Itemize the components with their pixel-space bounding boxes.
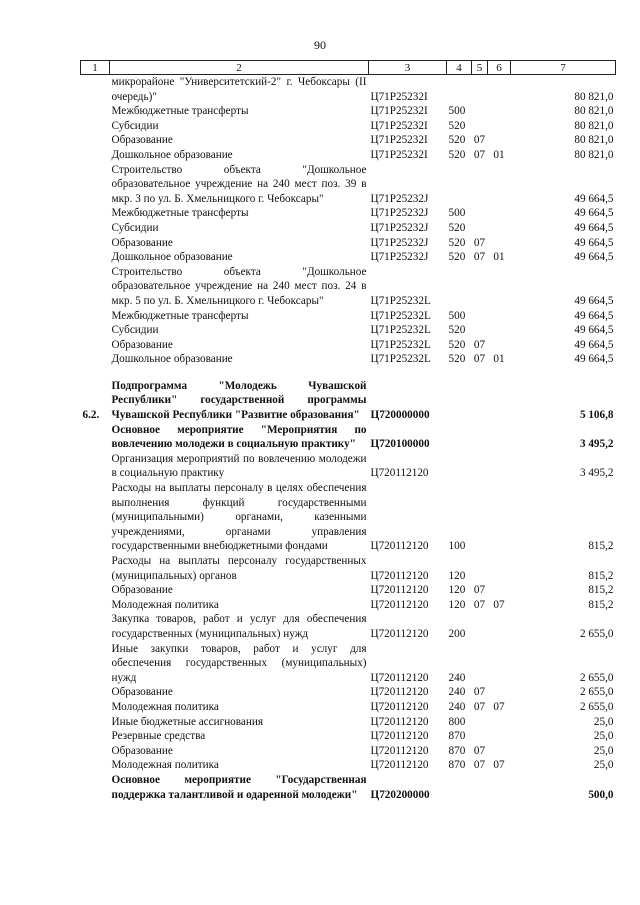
column-header-2: 2 (110, 61, 369, 75)
row-sum: 80 821,0 (574, 134, 614, 147)
row-number (81, 423, 110, 452)
row-section (472, 773, 488, 802)
row-sum: 80 821,0 (574, 119, 614, 132)
row-name: Закупка товаров, работ и услуг для обеспечения государственных (муниципальных) нужд (111, 613, 367, 640)
row-expense-type: 120 (448, 569, 466, 582)
table-row (81, 612, 616, 641)
row-subsection (488, 642, 511, 686)
row-name: Основное мероприятие "Мероприятия по вовлечению молодежи в социальную практику" (111, 423, 367, 451)
row-sum: 49 664,5 (574, 353, 614, 366)
row-sum: 3 495,2 (579, 438, 614, 451)
row-expense-type: 520 (448, 134, 466, 147)
row-sum: 5 106,8 (579, 409, 614, 422)
table-row (81, 685, 616, 700)
row-name: Образование (111, 744, 173, 757)
row-name: Образование (111, 338, 173, 351)
row-code: Ц71Р25232I (370, 148, 428, 161)
row-name: Иные бюджетные ассигнования (111, 715, 263, 728)
row-subsection (488, 715, 511, 730)
row-code: Ц71Р25232J (370, 207, 429, 220)
row-name: Подпрограмма "Молодежь Чувашской Республики" государственной программы Чувашской Республики "Развитие образования" (111, 379, 367, 422)
row-number (81, 598, 110, 613)
row-number (81, 265, 110, 309)
row-name: Субсидии (111, 221, 159, 234)
row-section: 07 (473, 148, 486, 161)
row-sum: 2 655,0 (579, 671, 614, 684)
row-name: Дошкольное образование (111, 353, 233, 366)
row-number (81, 323, 110, 338)
row-sum: 80 821,0 (574, 148, 614, 161)
row-expense-type: 500 (448, 207, 466, 220)
row-number (81, 148, 110, 163)
row-name: Образование (111, 584, 173, 597)
row-subsection (488, 323, 511, 338)
row-code: Ц720112120 (370, 686, 429, 699)
row-code: Ц720112120 (370, 700, 429, 713)
row-sum: 49 664,5 (574, 192, 614, 205)
column-header-5: 5 (472, 61, 488, 75)
table-row (81, 744, 616, 759)
row-subsection (488, 163, 511, 207)
row-code: Ц71Р25232J (370, 221, 429, 234)
row-expense-type (447, 452, 472, 481)
row-sum: 49 664,5 (574, 221, 614, 234)
row-code: Ц720112120 (370, 715, 429, 728)
row-sum: 2 655,0 (579, 700, 614, 713)
row-expense-type: 520 (448, 338, 466, 351)
row-section: 07 (473, 744, 486, 757)
row-section (472, 323, 488, 338)
column-header-4: 4 (447, 61, 472, 75)
row-expense-type: 100 (448, 540, 466, 553)
row-sum: 49 664,5 (574, 309, 614, 322)
row-section (472, 729, 488, 744)
row-expense-type (447, 75, 472, 105)
row-code: Ц720200000 (370, 788, 430, 801)
row-sum: 815,2 (588, 569, 614, 582)
row-number (81, 163, 110, 207)
row-name: Основное мероприятие "Государственная поддержка талантливой и одаренной молодежи" (111, 773, 367, 801)
row-expense-type: 200 (448, 627, 466, 640)
row-subsection (488, 206, 511, 221)
row-code: Ц71Р25232I (370, 90, 428, 103)
row-number (81, 773, 110, 802)
row-subsection (488, 554, 511, 583)
row-subsection (488, 685, 511, 700)
row-name: Образование (111, 134, 173, 147)
row-number (81, 236, 110, 251)
table-row (81, 773, 616, 802)
row-code: Ц720112120 (370, 467, 429, 480)
row-number (81, 309, 110, 324)
row-name: Межбюджетные трансферты (111, 105, 249, 118)
row-expense-type: 120 (448, 598, 466, 611)
row-section (472, 715, 488, 730)
row-number (81, 481, 110, 554)
row-name: Образование (111, 686, 173, 699)
row-code: Ц71Р25232J (370, 192, 429, 205)
row-number (81, 206, 110, 221)
row-code: Ц720112120 (370, 744, 429, 757)
row-code: Ц720112120 (370, 627, 429, 640)
row-expense-type: 500 (448, 105, 466, 118)
table-row (81, 119, 616, 134)
row-number: 6.2. (82, 409, 100, 422)
row-section (472, 75, 488, 105)
row-section (472, 452, 488, 481)
row-code: Ц720112120 (370, 540, 429, 553)
row-sum: 2 655,0 (579, 686, 614, 699)
table-row (81, 379, 616, 423)
table-row (81, 452, 616, 481)
column-header-1: 1 (81, 61, 110, 75)
row-code: Ц71Р25232J (370, 251, 429, 264)
row-subsection: 07 (493, 700, 505, 713)
row-code: Ц71Р25232I (370, 105, 428, 118)
row-name: Расходы на выплаты персоналу государственных (муниципальных) органов (111, 555, 367, 582)
table-row (81, 598, 616, 613)
row-number (81, 744, 110, 759)
row-section (472, 612, 488, 641)
row-sum: 815,2 (588, 598, 614, 611)
row-expense-type: 500 (448, 309, 466, 322)
table-row (81, 338, 616, 353)
row-sum: 80 821,0 (574, 105, 614, 118)
row-subsection: 07 (493, 598, 505, 611)
row-number (81, 642, 110, 686)
row-sum: 25,0 (593, 759, 614, 772)
table-row (81, 236, 616, 251)
table-row (81, 352, 616, 367)
row-section (472, 265, 488, 309)
row-name: Молодежная политика (111, 759, 219, 772)
row-name: Строительство объекта "Дошкольное образовательное учреждение на 240 мест поз. 24 в мкр. 5 по ул. Б. Хмельницкого г. Чебоксары" (111, 265, 367, 307)
row-section: 07 (473, 598, 486, 611)
row-code: Ц71Р25232L (370, 294, 431, 307)
row-name: Иные закупки товаров, работ и услуг для обеспечения государственных (муниципальных) нужд (111, 642, 367, 684)
row-subsection (488, 452, 511, 481)
table-row (81, 583, 616, 598)
table-row (81, 133, 616, 148)
row-subsection (488, 104, 511, 119)
spacer-row (81, 367, 616, 379)
row-section (472, 481, 488, 554)
row-code: Ц720112120 (370, 730, 429, 743)
row-code: Ц720112120 (370, 569, 429, 582)
row-name: микрорайоне "Университетский-2" г. Чебоксары (II очередь)" (111, 76, 367, 103)
row-subsection (488, 612, 511, 641)
row-subsection (488, 236, 511, 251)
row-section (472, 119, 488, 134)
row-subsection (488, 481, 511, 554)
row-section (472, 423, 488, 452)
row-expense-type: 520 (448, 119, 466, 132)
row-name: Субсидии (111, 119, 159, 132)
row-subsection (488, 773, 511, 802)
row-section: 07 (473, 236, 486, 249)
row-number (81, 133, 110, 148)
row-section (472, 379, 488, 423)
row-subsection (488, 583, 511, 598)
table-row (81, 700, 616, 715)
row-subsection: 07 (493, 759, 505, 772)
row-name: Организация мероприятий по вовлечению молодежи в социальную практику (111, 452, 367, 480)
row-sum: 815,2 (588, 540, 614, 553)
row-sum: 25,0 (593, 715, 614, 728)
row-number (81, 75, 110, 105)
table-row (81, 323, 616, 338)
row-code: Ц720112120 (370, 759, 429, 772)
row-number (81, 352, 110, 367)
row-number (81, 554, 110, 583)
row-code: Ц71Р25232L (370, 309, 431, 322)
row-subsection: 01 (493, 353, 505, 366)
table-row (81, 715, 616, 730)
column-header-7: 7 (511, 61, 616, 75)
row-code: Ц720112120 (370, 584, 429, 597)
row-subsection (488, 265, 511, 309)
budget-table (80, 60, 616, 802)
row-subsection (488, 309, 511, 324)
row-number (81, 104, 110, 119)
row-section (472, 309, 488, 324)
page-number: 90 (314, 38, 326, 52)
table-header-row (81, 61, 616, 75)
table-row (81, 221, 616, 236)
row-name: Субсидии (111, 324, 159, 337)
table-row (81, 758, 616, 773)
row-section (472, 104, 488, 119)
table-row (81, 104, 616, 119)
row-expense-type: 520 (448, 251, 466, 264)
row-name: Межбюджетные трансферты (111, 207, 249, 220)
row-number (81, 221, 110, 236)
table-row (81, 206, 616, 221)
table-row (81, 481, 616, 554)
table-row (81, 75, 616, 105)
row-section (472, 554, 488, 583)
row-sum: 25,0 (593, 730, 614, 743)
table-body (81, 75, 616, 803)
row-section: 07 (473, 134, 486, 147)
row-expense-type: 870 (448, 744, 466, 757)
table-row (81, 250, 616, 265)
row-code: Ц71Р25232I (370, 119, 428, 132)
row-expense-type (447, 265, 472, 309)
row-expense-type (447, 379, 472, 423)
row-number (81, 700, 110, 715)
row-number (81, 685, 110, 700)
row-name: Расходы на выплаты персоналу в целях обеспечения выполнения функций государственными (муниципальными) органами, казенными учреждениями, органами управления государственными внебюджетными фондами (111, 482, 367, 553)
table-row (81, 148, 616, 163)
row-name: Дошкольное образование (111, 251, 233, 264)
row-expense-type: 240 (448, 700, 466, 713)
table-row (81, 729, 616, 744)
row-section: 07 (473, 686, 486, 699)
row-section (472, 642, 488, 686)
table-row (81, 554, 616, 583)
row-sum: 25,0 (593, 744, 614, 757)
row-number (81, 338, 110, 353)
table-row (81, 265, 616, 309)
row-expense-type: 520 (448, 236, 466, 249)
row-expense-type: 870 (448, 730, 466, 743)
row-number (81, 583, 110, 598)
row-section: 07 (473, 338, 486, 351)
row-section (472, 206, 488, 221)
spacer-cell (81, 367, 616, 379)
row-expense-type: 800 (448, 715, 466, 728)
row-code: Ц720000000 (370, 409, 430, 422)
row-sum: 49 664,5 (574, 294, 614, 307)
row-expense-type (447, 773, 472, 802)
row-number (81, 729, 110, 744)
row-expense-type (447, 163, 472, 207)
row-sum: 3 495,2 (579, 467, 614, 480)
row-section: 07 (473, 251, 486, 264)
row-sum: 2 655,0 (579, 627, 614, 640)
row-subsection (488, 221, 511, 236)
row-sum: 80 821,0 (574, 90, 614, 103)
row-expense-type: 240 (448, 686, 466, 699)
row-subsection (488, 379, 511, 423)
row-expense-type: 520 (448, 353, 466, 366)
row-subsection (488, 338, 511, 353)
row-number (81, 612, 110, 641)
row-sum: 49 664,5 (574, 324, 614, 337)
row-subsection (488, 744, 511, 759)
row-section (472, 221, 488, 236)
row-sum: 815,2 (588, 584, 614, 597)
row-sum: 49 664,5 (574, 236, 614, 249)
row-expense-type: 120 (448, 584, 466, 597)
row-code: Ц71Р25232L (370, 353, 431, 366)
row-code: Ц720112120 (370, 598, 429, 611)
row-code: Ц71Р25232L (370, 324, 431, 337)
row-expense-type: 870 (448, 759, 466, 772)
column-header-3: 3 (369, 61, 447, 75)
table-row (81, 642, 616, 686)
table-row (81, 163, 616, 207)
row-expense-type: 520 (448, 148, 466, 161)
row-section (472, 163, 488, 207)
row-subsection: 01 (493, 251, 505, 264)
row-code: Ц71Р25232L (370, 338, 431, 351)
row-number (81, 758, 110, 773)
row-number (81, 715, 110, 730)
row-number (81, 119, 110, 134)
row-name: Резервные средства (111, 730, 206, 743)
row-expense-type: 240 (448, 671, 466, 684)
table-row (81, 309, 616, 324)
row-subsection (488, 423, 511, 452)
row-sum: 49 664,5 (574, 207, 614, 220)
row-name: Молодежная политика (111, 598, 219, 611)
row-name: Дошкольное образование (111, 148, 233, 161)
row-code: Ц71Р25232J (370, 236, 429, 249)
row-code: Ц720112120 (370, 671, 429, 684)
column-header-6: 6 (488, 61, 511, 75)
row-expense-type: 520 (448, 221, 466, 234)
row-name: Межбюджетные трансферты (111, 309, 249, 322)
row-sum: 500,0 (588, 788, 614, 801)
row-code: Ц71Р25232I (370, 134, 428, 147)
row-section: 07 (473, 759, 486, 772)
row-subsection (488, 119, 511, 134)
row-expense-type: 520 (448, 324, 466, 337)
row-name: Образование (111, 236, 173, 249)
row-number (81, 250, 110, 265)
table-row (81, 423, 616, 452)
row-sum: 49 664,5 (574, 251, 614, 264)
row-name: Строительство объекта "Дошкольное образовательное учреждение на 240 мест поз. 39 в мкр. 3 по ул. Б. Хмельницкого г. Чебоксары" (111, 163, 367, 205)
row-name: Молодежная политика (111, 700, 219, 713)
row-subsection (488, 75, 511, 105)
row-section: 07 (473, 700, 486, 713)
row-subsection (488, 133, 511, 148)
row-number (81, 452, 110, 481)
row-subsection: 01 (493, 148, 505, 161)
row-sum: 49 664,5 (574, 338, 614, 351)
row-section: 07 (473, 584, 486, 597)
row-code: Ц720100000 (370, 438, 430, 451)
row-subsection (488, 729, 511, 744)
row-expense-type (447, 423, 472, 452)
row-section: 07 (473, 353, 486, 366)
